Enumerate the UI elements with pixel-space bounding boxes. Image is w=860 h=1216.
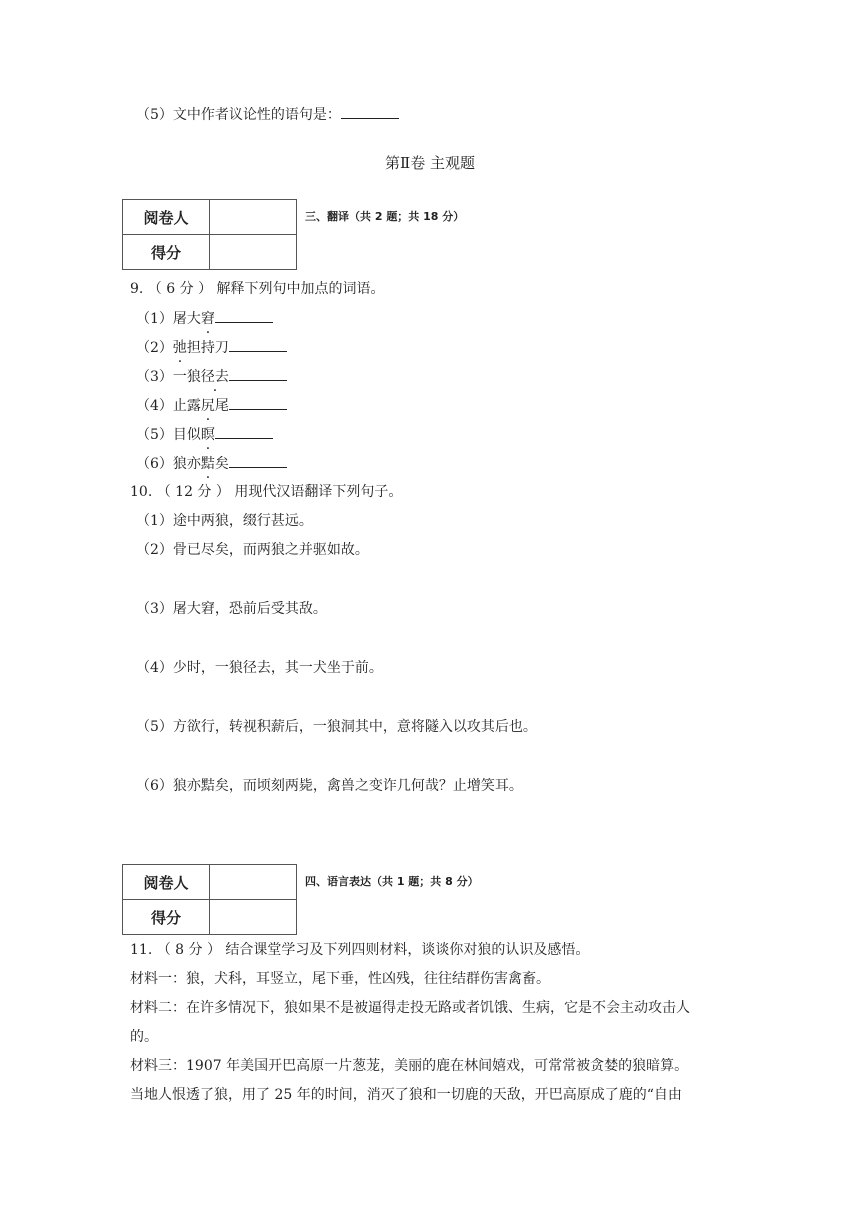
answer-blank[interactable] xyxy=(229,366,287,381)
question-9-stem: 9. （ 6 分 ） 解释下列句中加点的词语。 xyxy=(130,281,385,297)
q10-item-2: （2）骨已尽矣，而两狼之并驱如故。 xyxy=(136,542,369,558)
q10-item-1: （1）途中两狼，缀行甚远。 xyxy=(136,513,313,529)
answer-blank[interactable] xyxy=(215,424,273,439)
q10-item-5: （5）方欲行，转视积薪后，一狼洞其中，意将隧入以攻其后也。 xyxy=(136,719,537,735)
dotted-word: 窘 xyxy=(200,311,215,327)
score-box-1 xyxy=(122,199,297,270)
dotted-word: 径去 xyxy=(200,369,229,385)
part-title: 第Ⅱ卷 主观题 xyxy=(385,154,475,172)
section-3-title: 三、翻译（共 2 题；共 18 分） xyxy=(305,210,465,223)
q11-material-line: 材料三：1907 年美国开巴高原一片葱茏，美丽的鹿在林间嬉戏，可常常被贪婪的狼暗算。 xyxy=(130,1058,689,1074)
dotted-word: 弛 xyxy=(172,340,187,356)
q11-material-line: 材料一：狼，犬科，耳竖立，尾下垂，性凶残，往往结群伤害禽畜。 xyxy=(130,971,550,987)
score-cell[interactable] xyxy=(210,235,297,270)
q9-item-5: （5）目似瞑 xyxy=(136,424,273,445)
q9-item-4: （4）止露尻尾 xyxy=(136,395,287,416)
question-8-5 xyxy=(136,104,399,125)
section-4-title: 四、语言表达（共 1 题；共 8 分） xyxy=(305,875,479,888)
q9-item-6: （6）狼亦黠矣 xyxy=(136,453,287,474)
q9-item-3: （3）一狼径去 xyxy=(136,366,287,387)
dotted-word: 尻 xyxy=(200,398,215,414)
q9-item-2: （2）弛担持刀 xyxy=(136,337,287,358)
question-10-stem: 10. （ 12 分 ） 用现代汉语翻译下列句子。 xyxy=(130,484,403,500)
reviewer-cell[interactable] xyxy=(210,865,297,900)
answer-blank[interactable] xyxy=(229,395,287,410)
dotted-word: 瞑 xyxy=(200,427,215,443)
q10-item-4: （4）少时，一狼径去，其一犬坐于前。 xyxy=(136,660,383,676)
reviewer-label: 阅卷人 xyxy=(123,200,210,235)
score-box-2 xyxy=(122,864,297,935)
answer-blank[interactable] xyxy=(341,104,399,119)
answer-blank[interactable] xyxy=(215,308,273,323)
score-label: 得分 xyxy=(123,900,210,935)
q11-material-line: 的。 xyxy=(130,1029,158,1045)
answer-blank[interactable] xyxy=(229,453,287,468)
answer-blank[interactable] xyxy=(229,337,287,352)
question-text: （5）文中作者议论性的语句是： xyxy=(136,107,341,123)
reviewer-label: 阅卷人 xyxy=(123,865,210,900)
q11-material-line: 材料二：在许多情况下，狼如果不是被逼得走投无路或者饥饿、生病，它是不会主动攻击人 xyxy=(130,1000,690,1016)
q10-item-6: （6）狼亦黠矣，而顷刻两毙，禽兽之变诈几何哉？止增笑耳。 xyxy=(136,778,523,794)
score-cell[interactable] xyxy=(210,900,297,935)
q9-item-1: （1）屠大窘 xyxy=(136,308,273,329)
q10-item-3: （3）屠大窘，恐前后受其敌。 xyxy=(136,601,327,617)
question-11-stem: 11. （ 8 分 ） 结合课堂学习及下列四则材料，谈谈你对狼的认识及感悟。 xyxy=(130,942,590,958)
score-label: 得分 xyxy=(123,235,210,270)
dotted-word: 黠 xyxy=(200,456,215,472)
reviewer-cell[interactable] xyxy=(210,200,297,235)
q11-material-line: 当地人恨透了狼，用了 25 年的时间，消灭了狼和一切鹿的天敌，开巴高原成了鹿的“自由 xyxy=(130,1087,682,1103)
